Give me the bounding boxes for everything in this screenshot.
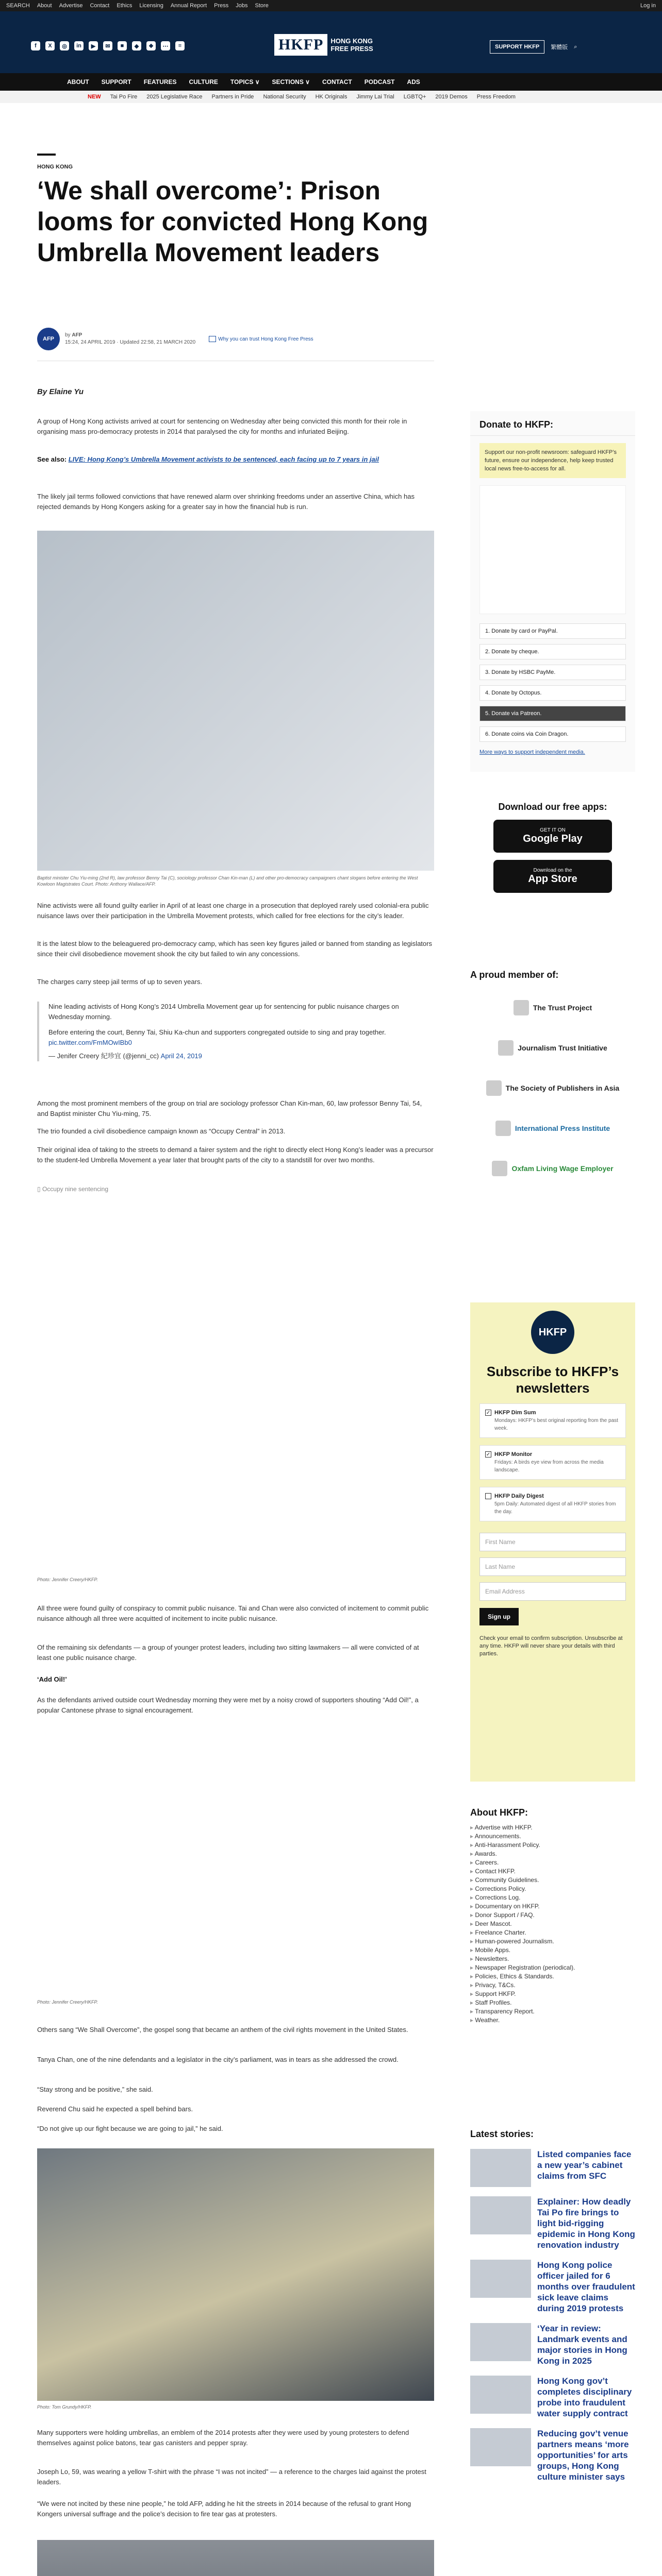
app-store-big: App Store xyxy=(528,873,577,885)
article-category[interactable]: HONG KONG xyxy=(37,164,73,170)
utility-link[interactable]: Contact xyxy=(90,3,110,9)
paragraph: Among the most prominent members of the group on trial are sociology professor Chan Kin-man, 60, law professor Benny Tai, 54, and Baptist minister Chu Yiu-ming, 75. xyxy=(37,1099,422,1117)
nav-podcast[interactable]: PODCAST xyxy=(364,78,395,86)
photo-caption: Photo: Jennifer Creery/HKFP. xyxy=(37,1999,98,2005)
member-logo[interactable] xyxy=(470,1114,635,1142)
donate-options xyxy=(479,623,626,742)
article-photo xyxy=(37,2540,434,2576)
email-field[interactable]: Email Address xyxy=(479,1582,626,1601)
utility-links xyxy=(37,3,269,9)
apps-title: Download our free apps: xyxy=(498,802,607,812)
about-link[interactable]: ▸ Donor Support / FAQ. xyxy=(470,1911,635,1920)
newsletter-option[interactable] xyxy=(479,1487,626,1521)
about-link[interactable]: ▸ Awards. xyxy=(470,1850,635,1858)
member-name: Oxfam Living Wage Employer xyxy=(511,1164,614,1173)
paragraph: Tanya Chan, one of the nine defendants and a legislator in the city’s parliament, was in tears as she addressed the crowd. xyxy=(37,2056,399,2063)
members-title: A proud member of: xyxy=(470,970,559,980)
paragraph: The likely jail terms followed convictions that have renewed alarm over shrinking freedoms under an assertive China, which has rejected demands by Hong Kongers asking for a greater say in how the financial hub is run. xyxy=(37,493,415,511)
donate-more-link[interactable]: More ways to support independent media. xyxy=(479,749,585,755)
paragraph: “Do not give up our fight because we are going to jail,” he said. xyxy=(37,2125,223,2132)
newsletter-name: HKFP Monitor xyxy=(494,1451,533,1458)
latest-story[interactable] xyxy=(470,2149,635,2187)
trending-link[interactable]: HK Originals xyxy=(315,94,347,100)
donate-image xyxy=(479,485,626,614)
newsletter-note: Check your email to confirm subscription. Unsubscribe at any time. HKFP will never share your details with third parties. xyxy=(479,1635,623,1657)
story-headline[interactable]: ‘Year in review: Landmark events and major stories in Hong Kong in 2025 xyxy=(537,2324,627,2366)
about-link[interactable]: ▸ Privacy, T&Cs. xyxy=(470,1981,635,1990)
checkbox-checked[interactable]: ✓ xyxy=(486,1410,491,1416)
story-headline[interactable]: Reducing gov’t venue partners means ‘more opportunities’ for arts groups, Hong Kong culture minister says xyxy=(537,2429,629,2482)
trust-link[interactable] xyxy=(209,336,313,342)
story-headline[interactable]: Explainer: How deadly Tai Po fire brings to light bid-rigging epidemic in Hong Kong renovation industry xyxy=(537,2197,635,2250)
title-rule xyxy=(37,154,56,156)
member-name: International Press Institute xyxy=(515,1124,610,1132)
about-link[interactable]: ▸ Deer Mascot. xyxy=(470,1920,635,1928)
utility-link[interactable]: About xyxy=(37,3,52,9)
apps-widget xyxy=(470,802,635,893)
about-link[interactable]: ▸ Anti-Harassment Policy. xyxy=(470,1841,635,1850)
x-icon[interactable]: X xyxy=(45,41,55,50)
article-photo xyxy=(37,2148,434,2401)
trust-project-icon xyxy=(514,1000,529,1015)
member-logo[interactable] xyxy=(470,1034,635,1062)
story-thumbnail[interactable] xyxy=(470,2149,531,2187)
trending-link[interactable]: 2019 Demos xyxy=(435,94,468,100)
about-link[interactable]: ▸ Documentary on HKFP. xyxy=(470,1902,635,1911)
tweet-date-link[interactable]: April 24, 2019 xyxy=(160,1052,202,1060)
trending-link[interactable]: LGBTQ+ xyxy=(403,94,426,100)
paragraph: It is the latest blow to the beleaguered pro-democracy camp, which has seen key figures jailed or banned from standing as legislators since their civil disobedience movement shook the city but failed to win any concessions. xyxy=(37,940,432,958)
mastodon-icon[interactable]: ❖ xyxy=(146,41,156,50)
tweet-text: Before entering the court, Benny Tai, Shiu Ka-chun and supporters congregated outside to sing and pray together. xyxy=(48,1028,386,1036)
nav-support[interactable]: SUPPORT xyxy=(101,78,131,86)
instagram-icon[interactable]: ◎ xyxy=(60,41,69,50)
about-link[interactable]: ▸ Freelance Charter. xyxy=(470,1928,635,1937)
paragraph: The charges carry steep jail terms of up to seven years. xyxy=(37,978,203,986)
newsletter-desc: Mondays: HKFP’s best original reporting from the past week. xyxy=(494,1418,618,1431)
rss-icon[interactable]: ≡ xyxy=(175,41,185,50)
paragraph: Many supporters were holding umbrellas, an emblem of the 2014 protests after they were used by young protesters to defend themselves against police batons, tear gas canisters and pepper spray. xyxy=(37,2429,409,2447)
newsletter-widget xyxy=(470,1302,635,1782)
checkbox-checked[interactable]: ✓ xyxy=(486,1452,491,1458)
about-link[interactable]: ▸ Careers. xyxy=(470,1858,635,1867)
app-store-button[interactable] xyxy=(493,860,612,893)
section-subhead: ‘Add Oil!’ xyxy=(37,1675,67,1683)
member-logo[interactable] xyxy=(470,994,635,1022)
utility-link[interactable]: Press xyxy=(214,3,229,9)
google-play-button[interactable] xyxy=(493,820,612,853)
trending-link[interactable]: Jimmy Lai Trial xyxy=(356,94,394,100)
top-utility-bar xyxy=(0,0,662,11)
jti-icon xyxy=(498,1040,514,1056)
image-alt-text: Occupy nine sentencing xyxy=(42,1185,109,1193)
google-play-big: Google Play xyxy=(523,833,583,844)
tweet-author: — Jenifer Creery 紀珍宜 (@jenni_cc) xyxy=(48,1052,159,1060)
paragraph: As the defendants arrived outside court Wednesday morning they were met by a noisy crowd of supporters shouting “Add Oil!”, a popular Cantonese phrase to signal encouragement. xyxy=(37,1696,419,1714)
search-link[interactable]: SEARCH xyxy=(6,3,30,9)
story-headline[interactable]: Hong Kong police officer jailed for 6 months over fraudulent sick leave claims during 2019 protests xyxy=(537,2260,635,2313)
newsletter-desc: 5pm Daily: Automated digest of all HKFP stories from the day. xyxy=(494,1501,616,1515)
about-link[interactable]: ▸ Newsletters. xyxy=(470,1955,635,1963)
paragraph: Of the remaining six defendants — a group of younger protest leaders, including two sitting lawmakers — all were convicted of at least one public nuisance charge. xyxy=(37,1643,419,1662)
see-also-link[interactable]: LIVE: Hong Kong’s Umbrella Movement activists to be sentenced, each facing up to 7 years in jail xyxy=(68,455,379,463)
telegram-icon[interactable]: ◆ xyxy=(132,41,141,50)
trust-link-text: Why you can trust Hong Kong Free Press xyxy=(218,336,313,342)
donate-option[interactable]: 6. Donate coins via Coin Dragon. xyxy=(479,726,626,742)
sign-up-button[interactable]: Sign up xyxy=(479,1608,519,1625)
member-logo[interactable] xyxy=(470,1155,635,1182)
nav-ads[interactable]: ADS xyxy=(407,78,420,86)
member-logo[interactable] xyxy=(470,1074,635,1102)
about-link[interactable]: ▸ Announcements. xyxy=(470,1832,635,1841)
article-photo xyxy=(37,531,434,871)
donate-option[interactable]: 1. Donate by card or PayPal. xyxy=(479,623,626,639)
utility-link[interactable]: Licensing xyxy=(139,3,163,9)
donate-option[interactable]: 2. Donate by cheque. xyxy=(479,644,626,659)
utility-link[interactable]: Store xyxy=(255,3,269,9)
trending-link[interactable]: Partners in Pride xyxy=(211,94,254,100)
ipi-icon xyxy=(495,1121,511,1136)
support-hkfp-button[interactable]: SUPPORT HKFP xyxy=(490,40,544,54)
newsletter-option[interactable] xyxy=(479,1445,626,1480)
email-icon[interactable]: ✉ xyxy=(103,41,112,50)
about-link[interactable]: ▸ Mobile Apps. xyxy=(470,1946,635,1955)
byline-text xyxy=(65,332,195,346)
paragraph: Reverend Chu said he expected a spell behind bars. xyxy=(37,2105,193,2113)
paragraph: All three were found guilty of conspiracy to commit public nuisance. Tai and Chan were also convicted of incitement to commit public nuisance although all three were acquitted of incitement to incite public nuisance. xyxy=(37,1604,429,1622)
latest-story[interactable] xyxy=(470,2196,635,2250)
paragraph: “Stay strong and be positive,” she said. xyxy=(37,2086,153,2093)
newsletter-desc: Fridays: A birds eye view from across the media landscape. xyxy=(494,1460,604,1473)
story-thumbnail[interactable] xyxy=(470,2260,531,2298)
member-name: The Society of Publishers in Asia xyxy=(505,1084,620,1092)
logo-text: HONG KONG FREE PRESS xyxy=(330,37,373,53)
nav-about[interactable]: ABOUT xyxy=(67,78,89,86)
photo-caption: Photo: Tom Grundy/HKFP. xyxy=(37,2404,92,2410)
about-link[interactable]: ▸ Corrections Policy. xyxy=(470,1885,635,1893)
about-links xyxy=(470,1823,635,2025)
story-headline[interactable]: Listed companies face a new year’s cabinet claims from SFC xyxy=(537,2149,632,2181)
latest-story[interactable] xyxy=(470,2376,635,2419)
tweet-text: Nine leading activists of Hong Kong’s 2014 Umbrella Movement gear up for sentencing for public nuisance charges on Wednesday morning. xyxy=(48,1003,399,1021)
member-name: The Trust Project xyxy=(533,1004,592,1012)
utility-link[interactable]: Annual Report xyxy=(170,3,207,9)
donate-widget xyxy=(470,411,635,772)
newsletter-badge: HKFP xyxy=(531,1311,574,1354)
facebook-icon[interactable]: f xyxy=(31,41,40,50)
about-link[interactable]: ▸ Advertise with HKFP. xyxy=(470,1823,635,1832)
newsletter-name: HKFP Daily Digest xyxy=(494,1493,544,1499)
story-thumbnail[interactable] xyxy=(470,2196,531,2234)
trending-link[interactable]: 2025 Legislative Race xyxy=(146,94,203,100)
about-link[interactable]: ▸ Human-powered Journalism. xyxy=(470,1937,635,1946)
article-title: ‘We shall overcome’: Prison looms for convicted Hong Kong Umbrella Movement leaders xyxy=(37,176,428,267)
nav-culture[interactable]: CULTURE xyxy=(189,78,218,86)
story-headline[interactable]: Hong Kong gov’t completes disciplinary probe into fraudulent water supply contract xyxy=(537,2376,632,2418)
about-widget xyxy=(470,1807,635,2025)
social-icons xyxy=(31,41,185,50)
trending-link[interactable]: National Security xyxy=(263,94,306,100)
photo-caption: Photo: Jennifer Creery/HKFP. xyxy=(37,1577,98,1582)
latest-title: Latest stories: xyxy=(470,2129,534,2139)
about-link[interactable]: ▸ Corrections Log. xyxy=(470,1893,635,1902)
patreon-icon[interactable]: ■ xyxy=(118,41,127,50)
newsletter-title: Subscribe to HKFP’s newsletters xyxy=(486,1364,619,1396)
header-actions xyxy=(490,40,577,54)
broken-image-icon: ▯ xyxy=(37,1185,41,1193)
last-name-field[interactable]: Last Name xyxy=(479,1557,626,1576)
utility-link[interactable]: Ethics xyxy=(117,3,133,9)
main-nav xyxy=(0,73,662,91)
latest-stories-widget xyxy=(470,2129,635,2482)
login-link[interactable]: Log in xyxy=(640,3,656,9)
search-icon[interactable]: ⌕ xyxy=(574,43,577,50)
app-store-small: Download on the xyxy=(533,868,572,873)
paragraph: Nine activists were all found guilty earlier in April of at least one charge in a prosecution that deployed rarely used colonial-era public nuisance laws over their participation in the Umbrella Movement protests, which called for free elections for the city’s leader. xyxy=(37,902,429,920)
google-play-small: GET IT ON xyxy=(540,827,566,833)
author-avatar[interactable]: AFP xyxy=(37,328,60,350)
story-thumbnail[interactable] xyxy=(470,2323,531,2361)
members-widget xyxy=(470,970,635,1182)
about-link[interactable]: ▸ Staff Profiles. xyxy=(470,1998,635,2007)
see-also-label: See also: xyxy=(37,455,67,463)
sopa-icon xyxy=(486,1080,502,1096)
story-thumbnail[interactable] xyxy=(470,2376,531,2414)
see-also xyxy=(37,454,434,465)
latest-story[interactable] xyxy=(470,2323,635,2366)
paragraph: A group of Hong Kong activists arrived at court for sentencing on Wednesday after being convicted this month for their role in organising mass pro-democracy protests in 2014 that paralysed the city for months and infuriated Beijing. xyxy=(37,417,407,435)
article-date: 15:24, 24 APRIL 2019 · Updated 22:58, 21 MARCH 2020 xyxy=(65,340,196,345)
paragraph: “We were not incited by these nine people,” he told AFP, adding he hit the streets in 2014 because of the refusal to grant Hong Kongers universal suffrage and the police’s decision to fire tear gas at protesters. xyxy=(37,2500,411,2518)
paragraph: Their original idea of taking to the streets to demand a fairer system and the right to directly elect Hong Kong’s leader was a precursor to the student-led Umbrella Movement a year later that brought parts of the city to a standstill for over two months. xyxy=(37,1146,434,1164)
utility-right xyxy=(640,3,656,9)
newsletter-name: HKFP Dim Sum xyxy=(494,1410,536,1416)
article-author: By Elaine Yu xyxy=(37,387,84,396)
about-link[interactable]: ▸ Community Guidelines. xyxy=(470,1876,635,1885)
trending-link[interactable]: Press Freedom xyxy=(476,94,516,100)
site-logo[interactable] xyxy=(274,34,387,56)
tweet-pic-link[interactable]: pic.twitter.com/FmMOwIBb0 xyxy=(48,1039,132,1046)
about-title: About HKFP: xyxy=(470,1807,528,1818)
newsletter-option[interactable] xyxy=(479,1403,626,1438)
linkedin-icon[interactable]: in xyxy=(74,41,84,50)
embedded-tweet xyxy=(37,1002,434,1061)
trending-bar xyxy=(0,91,662,103)
about-link[interactable]: ▸ Transparency Report. xyxy=(470,2007,635,2016)
logo-mark: HKFP xyxy=(274,34,327,56)
paragraph: Joseph Lo, 59, was wearing a yellow T-shirt with the phrase “I was not incited” — a reference to the charges laid against the protest leaders. xyxy=(37,2468,426,2486)
nav-sections[interactable]: SECTIONS ∨ xyxy=(272,78,310,86)
site-header xyxy=(0,11,662,73)
language-link[interactable]: 繁體版 xyxy=(551,44,568,50)
about-link[interactable]: ▸ Contact HKFP. xyxy=(470,1867,635,1876)
broken-image-alt xyxy=(37,1184,434,1194)
trending-link[interactable]: Tai Po Fire xyxy=(110,94,138,100)
donate-option[interactable]: 4. Donate by Octopus. xyxy=(479,685,626,701)
donate-title: Donate to HKFP: xyxy=(479,419,553,430)
latest-story[interactable] xyxy=(470,2428,635,2482)
more-icon[interactable]: ⋯ xyxy=(161,41,170,50)
first-name-field[interactable]: First Name xyxy=(479,1533,626,1551)
donate-option[interactable]: 3. Donate by HSBC PayMe. xyxy=(479,665,626,680)
new-label: NEW xyxy=(88,94,101,100)
about-link[interactable]: ▸ Policies, Ethics & Standards. xyxy=(470,1972,635,1981)
checkbox-unchecked[interactable] xyxy=(485,1493,491,1499)
about-link[interactable]: ▸ Newspaper Registration (periodical). xyxy=(470,1963,635,1972)
photo-caption: Baptist minister Chu Yiu-ming (2nd R), law professor Benny Tai (C), sociology professor Chan Kin-man (L) and other pro-democracy campaigners chant slogans before entering the West Kowloon Magistrates Court. Photo: Anthony Wallace/AFP. xyxy=(37,875,418,887)
utility-link[interactable]: Jobs xyxy=(236,3,248,9)
story-thumbnail[interactable] xyxy=(470,2428,531,2466)
paragraph: The trio founded a civil disobedience campaign known as “Occupy Central” in 2013. xyxy=(37,1127,286,1135)
by-label: by xyxy=(65,332,71,338)
trust-icon xyxy=(209,336,216,342)
paragraph: Others sang “We Shall Overcome”, the gospel song that became an anthem of the civil rights movement in the United States. xyxy=(37,2026,408,2033)
latest-story[interactable] xyxy=(470,2260,635,2314)
nav-topics[interactable]: TOPICS ∨ xyxy=(230,78,260,86)
donate-intro: Support our non-profit newsroom: safeguard HKFP’s future, ensure our independence, help keep trusted local news free-to-access for all. xyxy=(479,443,626,478)
about-link[interactable]: ▸ Weather. xyxy=(470,2016,635,2025)
nav-contact[interactable]: CONTACT xyxy=(322,78,352,86)
nav-features[interactable]: FEATURES xyxy=(143,78,177,86)
byline-source[interactable]: AFP xyxy=(72,332,82,338)
byline xyxy=(37,328,460,350)
oxfam-icon xyxy=(492,1161,507,1176)
utility-link[interactable]: Advertise xyxy=(59,3,83,9)
youtube-icon[interactable]: ▶ xyxy=(89,41,98,50)
member-name: Journalism Trust Initiative xyxy=(518,1044,607,1052)
about-link[interactable]: ▸ Support HKFP. xyxy=(470,1990,635,1998)
donate-option[interactable]: 5. Donate via Patreon. xyxy=(479,706,626,721)
